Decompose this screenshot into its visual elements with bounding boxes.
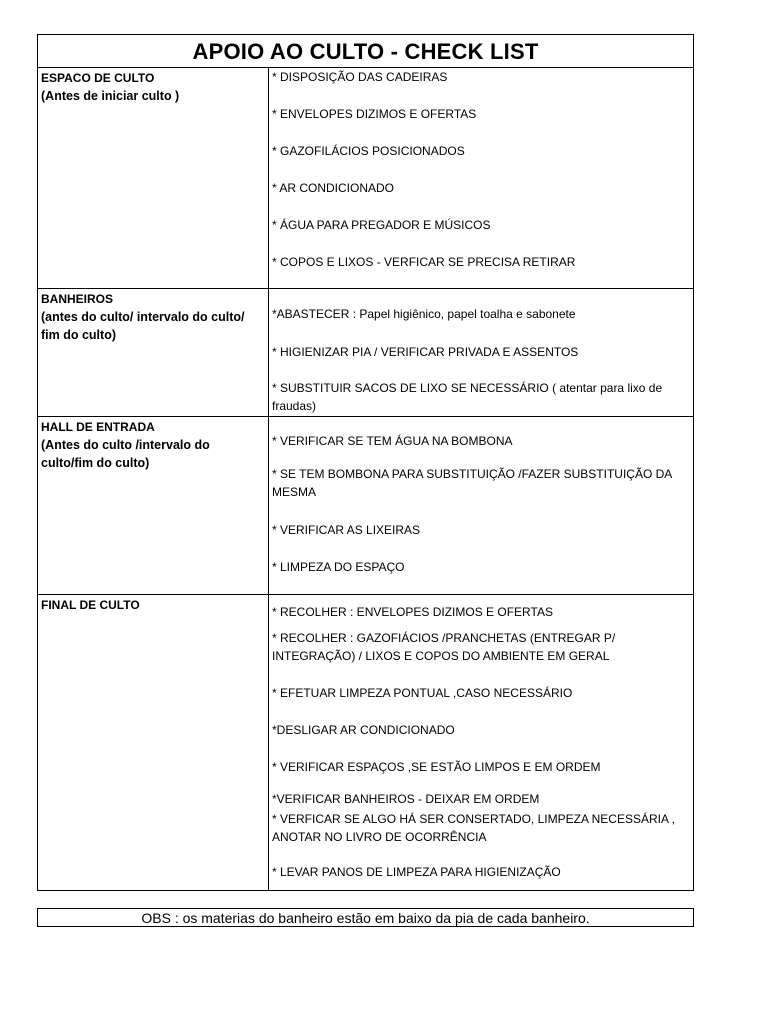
checklist-item: * ENVELOPES DIZIMOS E OFERTAS [272,107,477,121]
section-items-cell [269,417,694,595]
section-subheading: (Antes do culto /intervalo do culto/fim do culto) [41,438,210,470]
checklist-item: * RECOLHER : GAZOFIÁCIOS /PRANCHETAS (ENTREGAR P/ INTEGRAÇÃO) / LIXOS E COPOS DO AMBIENTE EM GERAL [272,631,616,663]
checklist-sheet [37,34,694,891]
section-heading: FINAL DE CULTO [41,598,140,612]
checklist-item: * EFETUAR LIMPEZA PONTUAL ,CASO NECESSÁRIO [272,686,573,700]
section-heading: BANHEIROS [41,292,114,306]
section-items-cell [269,595,694,891]
checklist-item: * LIMPEZA DO ESPAÇO [272,560,405,574]
checklist-table [37,67,694,891]
section-subheading: (Antes de iniciar culto ) [41,89,180,103]
section-row-hall-de-entrada [38,417,694,595]
section-label-cell [38,68,269,289]
checklist-item: * LEVAR PANOS DE LIMPEZA PARA HIGIENIZAÇÃO [272,865,561,879]
section-items-cell [269,68,694,289]
section-heading: ESPACO DE CULTO [41,71,155,85]
section-items-cell [269,289,694,417]
section-row-banheiros [38,289,694,417]
checklist-item: * COPOS E LIXOS - VERFICAR SE PRECISA RETIRAR [272,255,576,269]
checklist-item: * DISPOSIÇÃO DAS CADEIRAS [272,70,448,84]
section-row-espaco-de-culto [38,68,694,289]
checklist-item: *DESLIGAR AR CONDICIONADO [272,723,455,737]
section-row-final-de-culto [38,595,694,891]
section-subheading: (antes do culto/ intervalo do culto/ fim do culto) [41,310,245,342]
checklist-item: * AR CONDICIONADO [272,181,395,195]
observation-note: OBS : os materias do banheiro estão em baixo da pia de cada banheiro. [37,908,694,927]
checklist-item: * RECOLHER : ENVELOPES DIZIMOS E OFERTAS [272,605,553,619]
checklist-item: *ABASTECER : Papel higiênico, papel toalha e sabonete [272,307,576,321]
checklist-item: * VERIFICAR SE TEM ÁGUA NA BOMBONA [272,434,513,448]
checklist-item: * HIGIENIZAR PIA / VERIFICAR PRIVADA E ASSENTOS [272,345,579,359]
checklist-item: * SUBSTITUIR SACOS DE LIXO SE NECESSÁRIO ( atentar para lixo de fraudas) [272,381,663,413]
checklist-title: APOIO AO CULTO - CHECK LIST [37,34,694,67]
checklist-item: * ÁGUA PARA PREGADOR E MÚSICOS [272,218,491,232]
checklist-item: * GAZOFILÁCIOS POSICIONADOS [272,144,465,158]
section-label-cell [38,595,269,891]
section-label-cell [38,417,269,595]
checklist-item: *VERIFICAR BANHEIROS - DEIXAR EM ORDEM [272,792,540,806]
checklist-item: * SE TEM BOMBONA PARA SUBSTITUIÇÃO /FAZER SUBSTITUIÇÃO DA MESMA [272,467,672,499]
checklist-item: * VERIFICAR AS LIXEIRAS [272,523,421,537]
section-heading: HALL DE ENTRADA [41,420,155,434]
checklist-item: * VERIFICAR ESPAÇOS ,SE ESTÃO LIMPOS E EM ORDEM [272,760,601,774]
section-label-cell [38,289,269,417]
checklist-item: * VERFICAR SE ALGO HÁ SER CONSERTADO, LIMPEZA NECESSÁRIA , ANOTAR NO LIVRO DE OCORRÊNCIA [272,812,675,844]
